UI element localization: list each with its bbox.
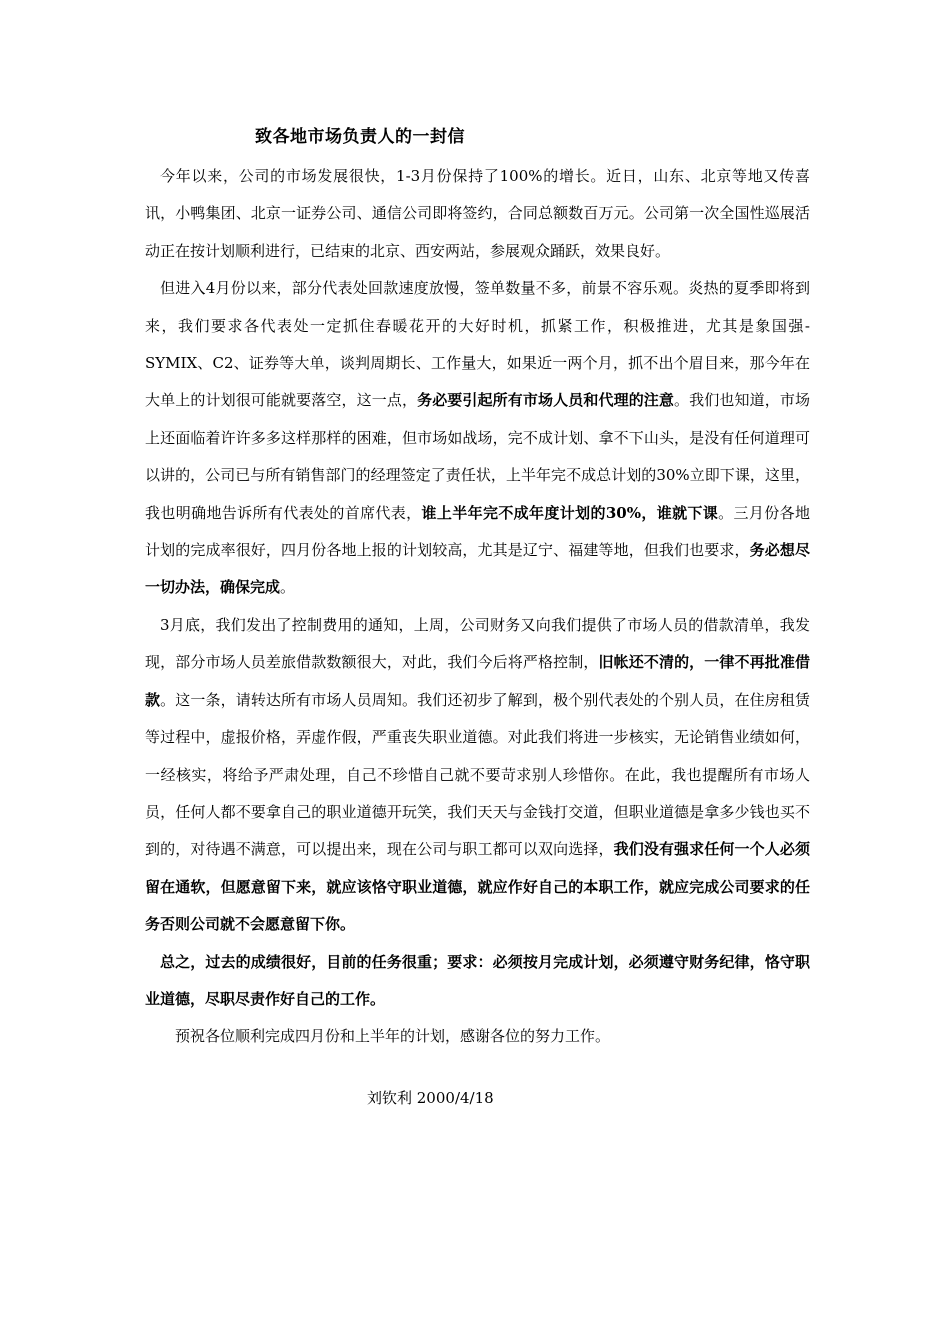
paragraph-3-bold-2: 我们没有强求任何一个人必须留在通软，但愿意留下来，就应该恪守职业道德，就应作好自己的本职工作，就应完成公司要求的任务否则公司就不会愿意留下你。 [145,840,810,934]
paragraph-3-bold-1: 旧帐还不清的，一律不再批准借款 [145,653,810,709]
paragraph-3-text-2: 。这一条，请转达所有市场人员周知。我们还初步了解到，极个别代表处的个别人员，在住房租赁等过程中，虚报价格，弄虚作假，严重丧失职业道德。对此我们将进一步核实，无论销售业绩如何，一经核实，将给予严肃处理，自己不珍惜自己就不要苛求别人珍惜你。在此，我也提醒所有市场人员，任何人都不要拿自己的职业道德开玩笑，我们天天与金钱打交道，但职业道德是拿多少钱也买不到的，对待遇不满意，可以提出来，现在公司与职工都可以双向选择， [145,690,810,859]
paragraph-3-text-1: 3月底，我们发出了控制费用的通知，上周，公司财务又向我们提供了市场人员的借款清单，我发现，部分市场人员差旅借款数额很大，对此，我们今后将严格控制， [145,615,810,672]
signature: 刘钦利 2000/4/18 [367,1088,494,1107]
paragraph-2 [145,270,810,607]
paragraph-2-bold-2: 谁上半年完不成年度计划的30%，谁就下课 [421,503,719,522]
paragraph-1-text: 今年以来，公司的市场发展很快，1-3月份保持了100%的增长。近日，山东、北京等地又传喜讯，小鸭集团、北京一证券公司、通信公司即将签约，合同总额数百万元。公司第一次全国性巡展活动正在按计划顺利进行，已结束的北京、西安两站，参展观众踊跃，效果良好。 [145,167,810,260]
paragraph-4-bold-1: 总之，过去的成绩很好，目前的任务很重；要求：必须按月完成计划，必须遵守财务纪律，恪守职业道德，尽职尽责作好自己的工作。 [145,952,810,1008]
paragraph-2-bold-1: 务必要引起所有市场人员和代理的注意 [417,391,675,410]
paragraph-5 [145,1018,810,1055]
paragraph-2-text-4: 。 [280,578,296,597]
letter-page [145,120,810,1117]
letter-title: 致各地市场负责人的一封信 [255,127,465,147]
paragraph-2-bold-3: 务必想尽一切办法，确保完成 [145,541,810,597]
paragraph-2-text-1: 但进入4月份以来，部分代表处回款速度放慢，签单数量不多，前景不容乐观。炎热的夏季即将到来，我们要求各代表处一定抓住春暖花开的大好时机，抓紧工作，积极推进，尤其是象国强-SYMIX、C2、证券等大单，谈判周期长、工作量大，如果近一两个月，抓不出个眉目来，那今年在大单上的计划很可能就要落空，这一点， [145,279,810,410]
paragraph-1 [145,158,810,270]
paragraph-2-text-2: 。我们也知道，市场上还面临着许许多多这样那样的困难，但市场如战场，完不成计划、拿不下山头，是没有任何道理可以讲的，公司已与所有销售部门的经理签定了责任状，上半年完不成总计划的30%立即下课，这里，我也明确地告诉所有代表处的首席代表， [145,391,810,522]
paragraph-3 [145,607,810,944]
paragraph-5-text: 预祝各位顺利完成四月份和上半年的计划，感谢各位的努力工作。 [175,1027,611,1046]
paragraph-4 [145,944,810,1019]
paragraph-2-text-3: 。三月份各地计划的完成率很好，四月份各地上报的计划较高，尤其是辽宁、福建等地，但我们也要求， [145,503,810,560]
